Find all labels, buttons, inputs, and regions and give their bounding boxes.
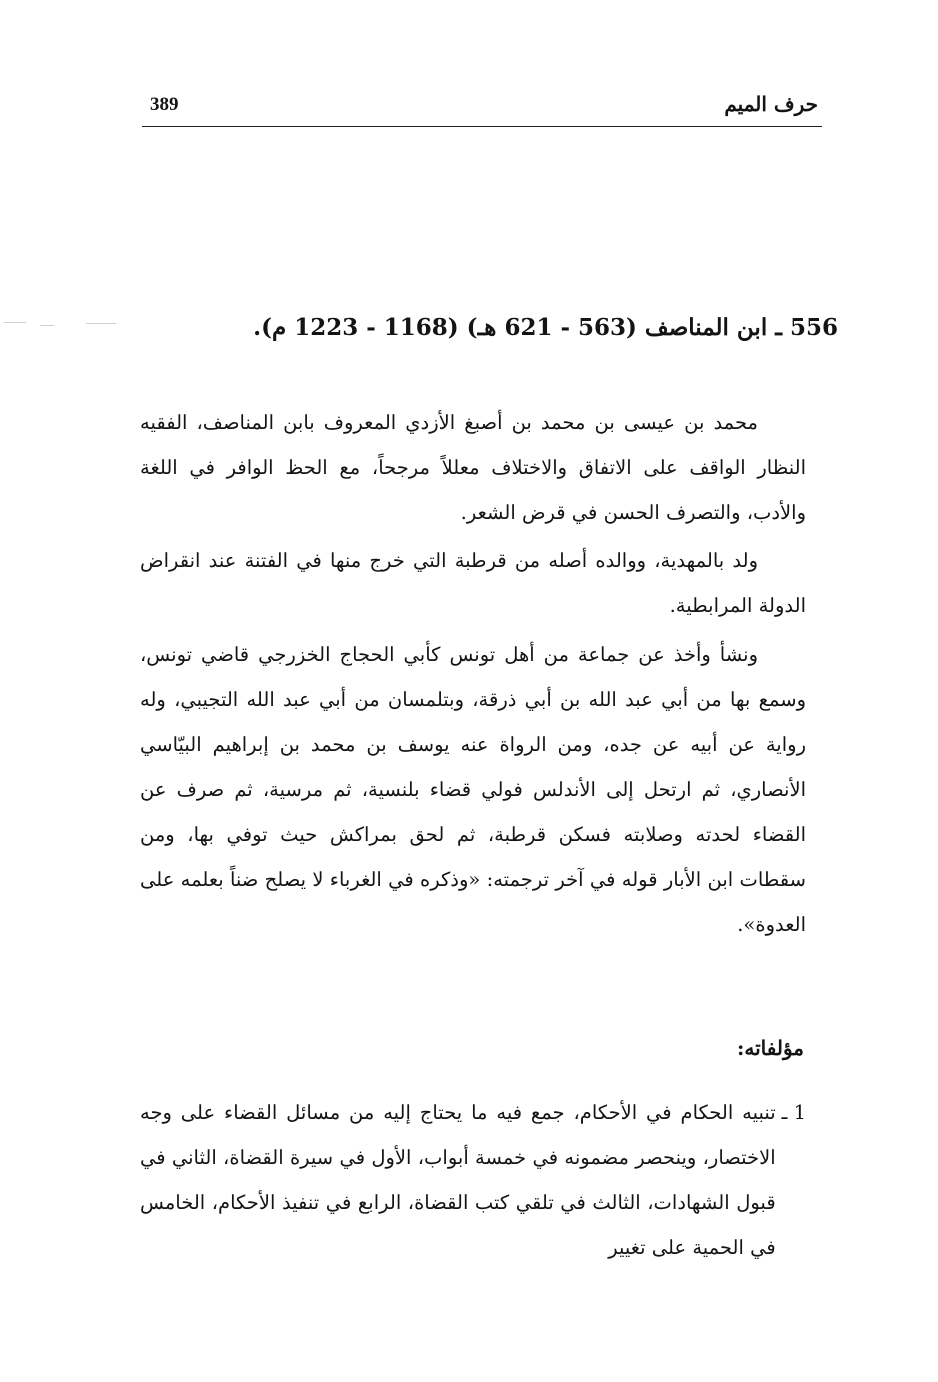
works-heading: مؤلفاته: [736, 1036, 804, 1060]
works-list-item [140, 1090, 806, 1270]
paragraph-career: ونشأ وأخذ عن جماعة من أهل تونس كأبي الحجاج الخزرجي قاضي تونس، وسمع بها من أبي عبد الله بن أبي ذرقة، وبتلمسان من أبي عبد الله التجيبي، وله رواية عن أبيه عن جده، ومن الرواة عنه يوسف بن محمد بن إبراهيم البيّاسي الأنصاري، ثم ارتحل إلى الأندلس فولي قضاء بلنسية، ثم مرسية، ثم صرف عن القضاء لحدته وصلابته فسكن قرطبة، ثم لحق بمراكش حيث توفي بها، ومن سقطات ابن الأبار قوله في آخر ترجمته: «وذكره في الغرباء لا يصلح ضناً بعلمه على العدوة». [140, 643, 806, 936]
scan-speck [4, 322, 26, 323]
running-head: حرف الميم [724, 92, 818, 116]
scan-speck [40, 325, 54, 326]
page-header [142, 86, 822, 127]
scan-speck [86, 323, 116, 324]
list-item-text: تنبيه الحكام في الأحكام، جمع فيه ما يحتاج إليه من مسائل القضاء على وجه الاختصار، وينحصر مضمونه في خمسة أبواب، الأول في سيرة القضاة، الثاني في قبول الشهادات، الثالث في تلقي كتب القضاة، الرابع في تنفيذ الأحكام، الخامس في الحمية على تغيير [140, 1101, 776, 1259]
paragraph-birth: ولد بالمهدية، ووالده أصله من قرطبة التي خرج منها في الفتنة عند انقراض الدولة المرابطية. [140, 549, 806, 617]
list-item-number: 1 ـ [781, 1101, 806, 1124]
paragraph-biography: محمد بن عيسى بن محمد بن أصبغ الأزدي المعروف بابن المناصف، الفقيه النظار الواقف على الاتفاق والاختلاف معللاً مرجحاً، مع الحظ الوافر في اللغة والأدب، والتصرف الحسن في قرض الشعر. [140, 411, 806, 524]
page-number: 389 [150, 94, 179, 115]
entry-title: 556 ـ ابن المناصف (563 - 621 هـ) (1168 - 1223 م). [253, 314, 838, 341]
